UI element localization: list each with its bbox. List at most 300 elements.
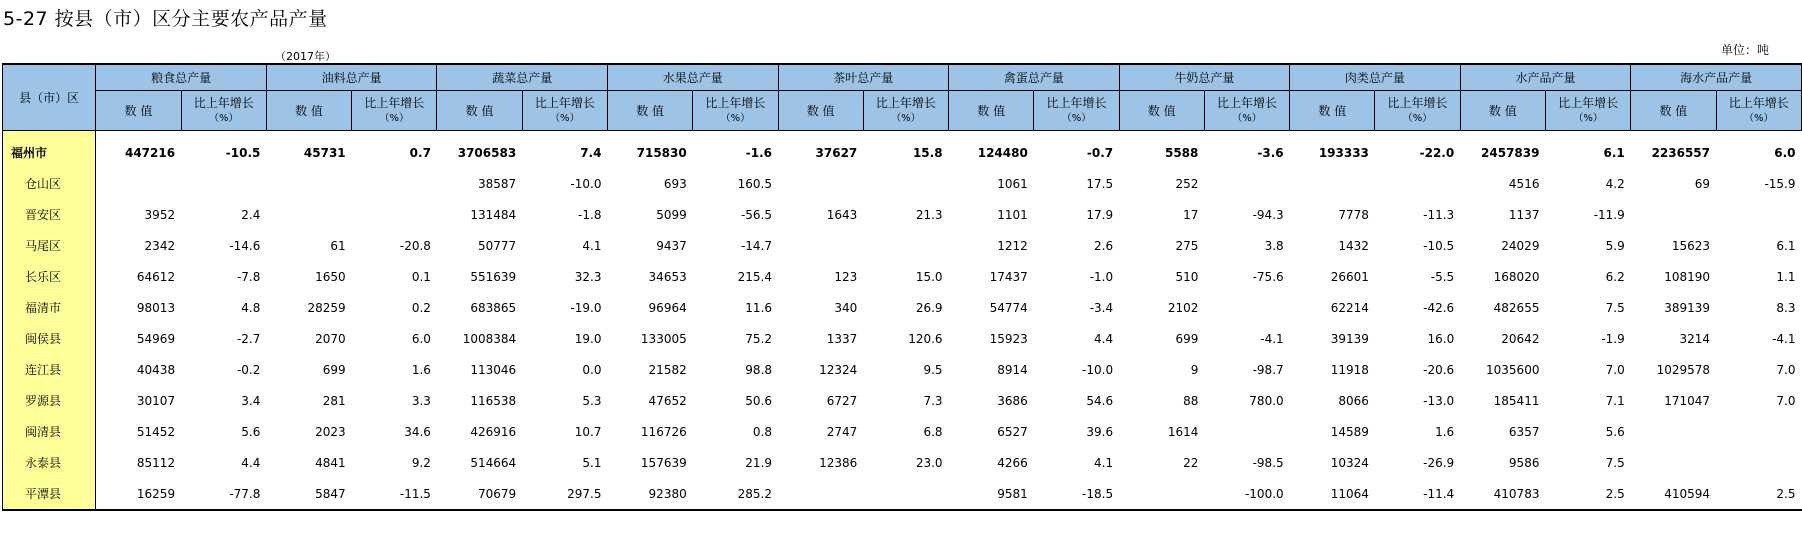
growth-column-header bbox=[1375, 91, 1460, 131]
value-cell: 157639 bbox=[640, 455, 687, 470]
growth-cell: 120.6 bbox=[908, 331, 943, 346]
growth-cell: -18.5 bbox=[1034, 478, 1119, 510]
growth-cell: 7.0 bbox=[1605, 362, 1625, 377]
value-cell: 11064 bbox=[1290, 478, 1375, 510]
growth-cell: 160.5 bbox=[737, 176, 773, 191]
growth-cell: 32.3 bbox=[574, 269, 602, 284]
growth-cell: -11.4 bbox=[1375, 478, 1460, 510]
growth-cell: -1.9 bbox=[1601, 331, 1625, 346]
growth-cell: -13.0 bbox=[1423, 393, 1455, 408]
growth-cell bbox=[352, 199, 437, 230]
value-cell: 12386 bbox=[819, 455, 858, 470]
value-cell: 2102 bbox=[1167, 300, 1199, 315]
growth-cell: -42.6 bbox=[1423, 300, 1455, 315]
growth-cell: 5.9 bbox=[1605, 238, 1625, 253]
table-container bbox=[2, 63, 1796, 511]
growth-cell: -1.6 bbox=[745, 145, 773, 160]
value-cell: 24029 bbox=[1501, 238, 1540, 253]
growth-header-line2: （%） bbox=[1402, 112, 1433, 124]
growth-header-line2: （%） bbox=[208, 112, 239, 124]
group-header: 粮食总产量 bbox=[96, 64, 267, 91]
page-title: 5-27 按县（市）区分主要农产品产量 bbox=[3, 8, 328, 30]
growth-cell: 0.0 bbox=[582, 362, 602, 377]
county-name: 平潭县 bbox=[3, 478, 96, 510]
value-cell: 108190 bbox=[1664, 269, 1711, 284]
value-cell: 64612 bbox=[136, 269, 176, 284]
value-cell: 54774 bbox=[989, 300, 1028, 315]
growth-cell: -7.8 bbox=[236, 269, 261, 284]
growth-cell: -19.0 bbox=[570, 300, 602, 315]
growth-column-header bbox=[693, 91, 778, 131]
value-cell: 70679 bbox=[437, 478, 522, 510]
value-cell: 50777 bbox=[478, 238, 517, 253]
value-cell: 1432 bbox=[1338, 238, 1369, 253]
value-cell: 185411 bbox=[1493, 393, 1540, 408]
value-cell bbox=[266, 168, 351, 199]
growth-cell: 4.2 bbox=[1605, 176, 1625, 191]
value-cell: 28259 bbox=[307, 300, 346, 315]
value-cell: 340 bbox=[834, 300, 858, 315]
value-cell: 17 bbox=[1183, 207, 1199, 222]
growth-cell: 0.7 bbox=[409, 145, 431, 160]
growth-cell bbox=[1204, 168, 1289, 199]
growth-cell: -14.6 bbox=[229, 238, 261, 253]
growth-cell: 4.1 bbox=[582, 238, 602, 253]
value-cell: 1061 bbox=[997, 176, 1028, 191]
value-cell: 1212 bbox=[997, 238, 1028, 253]
value-cell: 54969 bbox=[136, 331, 176, 346]
value-cell: 133005 bbox=[640, 331, 687, 346]
growth-cell: 11.6 bbox=[745, 300, 773, 315]
growth-header-line1: 比上年增长 bbox=[1387, 95, 1448, 110]
growth-cell: 4.4 bbox=[241, 455, 261, 470]
growth-header-line2: （%） bbox=[1573, 112, 1603, 124]
growth-cell: 7.5 bbox=[1605, 300, 1625, 315]
growth-header-line1: 比上年增长 bbox=[1046, 95, 1107, 110]
growth-cell bbox=[1716, 199, 1801, 230]
value-cell: 410783 bbox=[1460, 478, 1545, 510]
county-name: 福州市 bbox=[3, 131, 96, 169]
county-name: 永泰县 bbox=[3, 447, 96, 478]
value-cell: 5588 bbox=[1164, 145, 1199, 160]
growth-cell: 5.1 bbox=[582, 455, 602, 470]
value-cell bbox=[96, 168, 181, 199]
growth-cell: -2.7 bbox=[236, 331, 261, 346]
growth-cell: 6.0 bbox=[411, 331, 431, 346]
value-cell: 47652 bbox=[648, 393, 687, 408]
growth-cell bbox=[863, 230, 948, 261]
growth-cell: -10.5 bbox=[225, 145, 261, 160]
growth-cell: 2.5 bbox=[1545, 478, 1630, 510]
table-row bbox=[3, 199, 1802, 230]
value-cell: 2342 bbox=[144, 238, 176, 253]
growth-cell: 9.2 bbox=[411, 455, 431, 470]
value-cell bbox=[778, 230, 863, 261]
value-cell: 171047 bbox=[1664, 393, 1711, 408]
growth-column-header bbox=[1716, 91, 1801, 131]
growth-cell: -3.6 bbox=[1257, 145, 1284, 160]
value-cell: 6357 bbox=[1508, 424, 1540, 439]
growth-cell: 1.6 bbox=[1435, 424, 1455, 439]
growth-cell: -14.7 bbox=[740, 238, 773, 253]
growth-cell: 6.1 bbox=[1776, 238, 1796, 253]
table-row bbox=[3, 261, 1802, 292]
growth-cell: 215.4 bbox=[737, 269, 773, 284]
value-cell: 1035600 bbox=[1486, 362, 1540, 377]
growth-cell: 17.9 bbox=[1086, 207, 1114, 222]
growth-cell bbox=[863, 168, 948, 199]
value-cell: 16259 bbox=[96, 478, 181, 510]
growth-header-line2: （%） bbox=[1061, 112, 1092, 124]
growth-cell: -15.9 bbox=[1764, 176, 1796, 191]
table-row bbox=[3, 131, 1802, 169]
growth-cell: 15.0 bbox=[915, 269, 943, 284]
value-cell: 3706583 bbox=[457, 145, 517, 160]
county-name: 罗源县 bbox=[3, 385, 96, 416]
group-header: 禽蛋总产量 bbox=[949, 64, 1120, 91]
value-cell: 69 bbox=[1694, 176, 1711, 191]
growth-cell: 4.8 bbox=[241, 300, 261, 315]
growth-cell: -4.1 bbox=[1772, 331, 1796, 346]
county-name: 长乐区 bbox=[3, 261, 96, 292]
value-cell: 98013 bbox=[136, 300, 176, 315]
value-cell: 683865 bbox=[470, 300, 517, 315]
table-row bbox=[3, 416, 1802, 447]
growth-cell: -20.6 bbox=[1423, 362, 1455, 377]
growth-header-line1: 比上年增长 bbox=[364, 95, 425, 110]
growth-header-line2: （%） bbox=[550, 112, 580, 124]
growth-cell: 2.4 bbox=[241, 207, 261, 222]
growth-cell: 5.6 bbox=[241, 424, 261, 439]
growth-cell: -100.0 bbox=[1204, 478, 1289, 510]
value-cell: 4266 bbox=[997, 455, 1028, 470]
production-table bbox=[2, 63, 1802, 511]
value-cell: 193333 bbox=[1318, 145, 1369, 160]
table-row bbox=[3, 354, 1802, 385]
growth-header-line1: 比上年增长 bbox=[1728, 95, 1789, 110]
growth-cell: -0.2 bbox=[236, 362, 261, 377]
growth-cell: 9.5 bbox=[923, 362, 943, 377]
growth-cell: 4.1 bbox=[1094, 455, 1114, 470]
growth-header-line1: 比上年增长 bbox=[1217, 95, 1278, 110]
growth-cell: 4.4 bbox=[1094, 331, 1114, 346]
growth-cell: 7.4 bbox=[580, 145, 602, 160]
growth-column-header bbox=[1204, 91, 1289, 131]
value-column-header: 数 值 bbox=[266, 91, 351, 131]
growth-cell: 7.0 bbox=[1776, 362, 1796, 377]
value-cell bbox=[1290, 168, 1375, 199]
growth-cell: 1.1 bbox=[1776, 269, 1796, 284]
value-cell bbox=[1631, 416, 1716, 447]
value-cell: 123 bbox=[834, 269, 858, 284]
growth-column-header bbox=[352, 91, 437, 131]
growth-cell: -94.3 bbox=[1252, 207, 1284, 222]
table-row bbox=[3, 168, 1802, 199]
growth-cell: 7.1 bbox=[1605, 393, 1625, 408]
value-cell: 15623 bbox=[1671, 238, 1711, 253]
growth-header-line2: （%） bbox=[891, 112, 921, 124]
table-row bbox=[3, 385, 1802, 416]
growth-header-line1: 比上年增长 bbox=[705, 95, 766, 110]
value-cell: 8066 bbox=[1338, 393, 1369, 408]
value-cell: 37627 bbox=[815, 145, 858, 160]
value-cell: 3214 bbox=[1679, 331, 1711, 346]
growth-cell: 1.6 bbox=[411, 362, 431, 377]
growth-cell: 21.9 bbox=[745, 455, 773, 470]
county-name: 福清市 bbox=[3, 292, 96, 323]
growth-cell: 6.0 bbox=[1774, 145, 1796, 160]
value-cell: 5099 bbox=[656, 207, 687, 222]
table-row bbox=[3, 292, 1802, 323]
group-header: 茶叶总产量 bbox=[778, 64, 949, 91]
growth-cell bbox=[1375, 168, 1460, 199]
growth-cell: 2.5 bbox=[1716, 478, 1801, 510]
value-cell bbox=[1119, 478, 1204, 510]
value-cell: 12324 bbox=[819, 362, 858, 377]
value-cell: 9581 bbox=[949, 478, 1034, 510]
growth-cell: -98.5 bbox=[1252, 455, 1284, 470]
growth-header-line1: 比上年增长 bbox=[534, 95, 595, 110]
value-cell: 9 bbox=[1190, 362, 1199, 377]
value-cell: 275 bbox=[1175, 238, 1199, 253]
growth-cell: 5.6 bbox=[1605, 424, 1625, 439]
value-cell: 447216 bbox=[124, 145, 176, 160]
growth-header-line2: （%） bbox=[1232, 112, 1262, 124]
growth-cell: 2.6 bbox=[1094, 238, 1114, 253]
growth-cell: -10.0 bbox=[570, 176, 602, 191]
growth-cell: 39.6 bbox=[1086, 424, 1114, 439]
value-cell: 26601 bbox=[1330, 269, 1369, 284]
value-cell: 1614 bbox=[1167, 424, 1199, 439]
value-cell: 15923 bbox=[989, 331, 1028, 346]
growth-cell: -98.7 bbox=[1252, 362, 1284, 377]
value-cell: 10324 bbox=[1330, 455, 1369, 470]
growth-column-header bbox=[1034, 91, 1119, 131]
growth-cell: 54.6 bbox=[1086, 393, 1114, 408]
growth-cell: 10.7 bbox=[574, 424, 602, 439]
growth-cell: 297.5 bbox=[522, 478, 607, 510]
growth-cell bbox=[181, 168, 266, 199]
value-cell: 9437 bbox=[656, 238, 687, 253]
table-row bbox=[3, 230, 1802, 261]
value-cell: 1029578 bbox=[1656, 362, 1711, 377]
value-cell: 116538 bbox=[470, 393, 517, 408]
county-name: 晋安区 bbox=[3, 199, 96, 230]
value-cell: 92380 bbox=[607, 478, 692, 510]
value-column-header: 数 值 bbox=[1631, 91, 1716, 131]
growth-cell: 75.2 bbox=[745, 331, 773, 346]
growth-cell: -11.3 bbox=[1423, 207, 1455, 222]
value-cell: 14589 bbox=[1330, 424, 1369, 439]
value-column-header: 数 值 bbox=[778, 91, 863, 131]
value-cell: 551639 bbox=[470, 269, 517, 284]
growth-header-line2: （%） bbox=[720, 112, 751, 124]
growth-cell bbox=[352, 168, 437, 199]
value-cell: 38587 bbox=[478, 176, 517, 191]
value-column-header: 数 值 bbox=[96, 91, 181, 131]
value-cell: 131484 bbox=[470, 207, 517, 222]
group-header: 水果总产量 bbox=[607, 64, 778, 91]
value-cell: 62214 bbox=[1330, 300, 1369, 315]
value-cell: 113046 bbox=[470, 362, 517, 377]
county-column-header: 县（市）区 bbox=[3, 64, 96, 131]
value-cell: 61 bbox=[330, 238, 346, 253]
growth-header-line1: 比上年增长 bbox=[1558, 95, 1619, 110]
value-cell: 699 bbox=[322, 362, 346, 377]
value-cell: 2747 bbox=[826, 424, 858, 439]
growth-cell: -26.9 bbox=[1423, 455, 1455, 470]
value-cell: 9586 bbox=[1508, 455, 1540, 470]
county-name: 马尾区 bbox=[3, 230, 96, 261]
value-cell: 2457839 bbox=[1481, 145, 1540, 160]
value-cell: 51452 bbox=[136, 424, 176, 439]
growth-cell: -56.5 bbox=[740, 207, 773, 222]
value-cell: 4841 bbox=[315, 455, 346, 470]
group-header: 油料总产量 bbox=[266, 64, 437, 91]
value-cell: 2236557 bbox=[1651, 145, 1711, 160]
growth-cell: 26.9 bbox=[915, 300, 943, 315]
growth-cell: -1.0 bbox=[1089, 269, 1114, 284]
growth-cell: 7.5 bbox=[1605, 455, 1625, 470]
county-name: 闽侯县 bbox=[3, 323, 96, 354]
growth-cell: -1.8 bbox=[578, 207, 602, 222]
growth-cell bbox=[1716, 447, 1801, 478]
value-column-header: 数 值 bbox=[949, 91, 1034, 131]
value-cell: 4516 bbox=[1508, 176, 1540, 191]
growth-cell: 17.5 bbox=[1086, 176, 1114, 191]
value-cell: 34653 bbox=[648, 269, 687, 284]
growth-cell: -11.5 bbox=[352, 478, 437, 510]
table-row bbox=[3, 323, 1802, 354]
value-cell: 699 bbox=[1175, 331, 1199, 346]
county-name: 仓山区 bbox=[3, 168, 96, 199]
growth-cell: 7.0 bbox=[1776, 393, 1796, 408]
value-cell: 7778 bbox=[1338, 207, 1369, 222]
growth-cell bbox=[1716, 416, 1801, 447]
value-cell: 1137 bbox=[1508, 207, 1540, 222]
value-cell: 45731 bbox=[303, 145, 346, 160]
county-name: 连江县 bbox=[3, 354, 96, 385]
value-cell: 20642 bbox=[1501, 331, 1540, 346]
county-name: 闽清县 bbox=[3, 416, 96, 447]
value-cell bbox=[266, 199, 351, 230]
group-header: 肉类总产量 bbox=[1290, 64, 1461, 91]
value-cell: 40438 bbox=[136, 362, 176, 377]
growth-cell: 6.2 bbox=[1605, 269, 1625, 284]
value-cell: 168020 bbox=[1493, 269, 1540, 284]
value-cell: 30107 bbox=[136, 393, 176, 408]
value-cell: 514664 bbox=[470, 455, 517, 470]
value-cell bbox=[1631, 447, 1716, 478]
growth-cell: 6.1 bbox=[1603, 145, 1625, 160]
value-cell: 116726 bbox=[640, 424, 687, 439]
growth-header-line1: 比上年增长 bbox=[193, 95, 254, 110]
value-cell: 6727 bbox=[826, 393, 858, 408]
value-cell: 510 bbox=[1175, 269, 1199, 284]
value-cell: 1008384 bbox=[462, 331, 517, 346]
growth-cell: 285.2 bbox=[693, 478, 778, 510]
value-cell: 17437 bbox=[989, 269, 1028, 284]
growth-cell: -4.1 bbox=[1260, 331, 1284, 346]
value-column-header: 数 值 bbox=[607, 91, 692, 131]
value-cell: 281 bbox=[322, 393, 346, 408]
growth-cell: 23.0 bbox=[915, 455, 943, 470]
value-cell: 389139 bbox=[1664, 300, 1711, 315]
growth-cell: 6.8 bbox=[923, 424, 943, 439]
value-cell: 426916 bbox=[470, 424, 517, 439]
value-cell: 3952 bbox=[144, 207, 176, 222]
growth-cell: 15.8 bbox=[912, 145, 943, 160]
value-cell bbox=[1631, 199, 1716, 230]
value-cell: 88 bbox=[1183, 393, 1199, 408]
growth-cell: 98.8 bbox=[745, 362, 773, 377]
group-header: 水产品产量 bbox=[1460, 64, 1631, 91]
growth-cell: -20.8 bbox=[399, 238, 431, 253]
growth-header-line2: （%） bbox=[379, 112, 410, 124]
value-cell bbox=[778, 168, 863, 199]
value-cell: 39139 bbox=[1330, 331, 1369, 346]
value-column-header: 数 值 bbox=[1460, 91, 1545, 131]
value-cell: 8914 bbox=[997, 362, 1028, 377]
value-cell: 482655 bbox=[1493, 300, 1540, 315]
value-cell: 11918 bbox=[1330, 362, 1369, 377]
growth-cell: -75.6 bbox=[1252, 269, 1284, 284]
group-header: 牛奶总产量 bbox=[1119, 64, 1290, 91]
growth-cell: 7.3 bbox=[923, 393, 943, 408]
growth-cell: -5.5 bbox=[1430, 269, 1455, 284]
value-column-header: 数 值 bbox=[437, 91, 522, 131]
growth-cell: 8.3 bbox=[1776, 300, 1796, 315]
table-row bbox=[3, 447, 1802, 478]
value-cell: 1643 bbox=[826, 207, 858, 222]
table-row bbox=[3, 478, 1802, 510]
growth-cell: 21.3 bbox=[915, 207, 943, 222]
value-cell: 21582 bbox=[648, 362, 687, 377]
value-cell: 5847 bbox=[266, 478, 351, 510]
growth-cell: -10.5 bbox=[1423, 238, 1455, 253]
growth-cell: 16.0 bbox=[1427, 331, 1455, 346]
value-cell: 96964 bbox=[648, 300, 687, 315]
growth-cell: 780.0 bbox=[1249, 393, 1284, 408]
growth-header-line2: （%） bbox=[1744, 112, 1774, 124]
growth-cell: 3.8 bbox=[1264, 238, 1284, 253]
growth-cell: -22.0 bbox=[1419, 145, 1455, 160]
value-cell: 2023 bbox=[315, 424, 346, 439]
growth-cell: 0.2 bbox=[411, 300, 431, 315]
growth-cell bbox=[1204, 292, 1289, 323]
growth-cell: -77.8 bbox=[181, 478, 266, 510]
value-cell: 2070 bbox=[315, 331, 346, 346]
growth-cell: 34.6 bbox=[404, 424, 431, 439]
growth-cell bbox=[863, 478, 948, 510]
year-label: （2017年） bbox=[275, 50, 336, 63]
value-cell: 3686 bbox=[997, 393, 1028, 408]
growth-column-header bbox=[863, 91, 948, 131]
growth-cell: 0.1 bbox=[411, 269, 431, 284]
value-column-header: 数 值 bbox=[1290, 91, 1375, 131]
growth-column-header bbox=[181, 91, 266, 131]
growth-cell: -11.9 bbox=[1593, 207, 1625, 222]
group-header: 海水产品产量 bbox=[1631, 64, 1802, 91]
value-cell: 1337 bbox=[826, 331, 858, 346]
growth-cell: -10.0 bbox=[1082, 362, 1114, 377]
value-cell bbox=[778, 478, 863, 510]
growth-cell: -0.7 bbox=[1086, 145, 1114, 160]
growth-cell: 19.0 bbox=[574, 331, 602, 346]
growth-header-line1: 比上年增长 bbox=[875, 95, 936, 110]
value-cell: 124480 bbox=[977, 145, 1028, 160]
unit-label: 单位：吨 bbox=[1720, 43, 1769, 57]
